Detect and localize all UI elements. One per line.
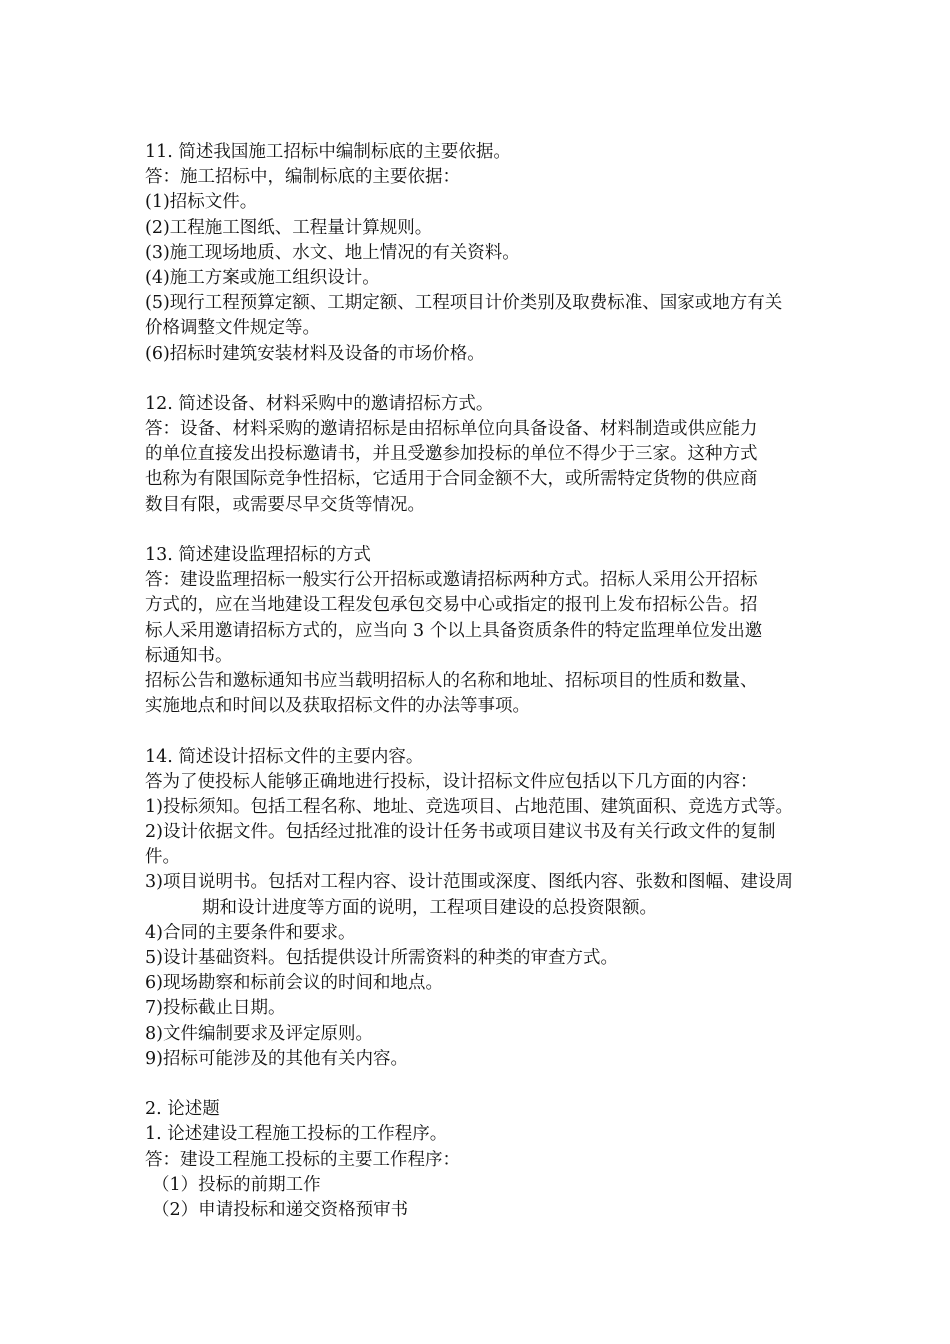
question-11-title: 11. 简述我国施工招标中编制标底的主要依据。 bbox=[145, 142, 511, 162]
paragraph-spacer bbox=[145, 719, 855, 744]
list-item: 9)招标可能涉及的其他有关内容。 bbox=[145, 1048, 408, 1069]
list-item: 3)项目说明书。包括对工程内容、设计范围或深度、图纸内容、张数和图幅、建设周 bbox=[145, 872, 793, 893]
essay-answer-intro: 答：建设工程施工投标的主要工作程序： bbox=[145, 1149, 460, 1170]
list-item: (6)招标时建筑安装材料及设备的市场价格。 bbox=[145, 343, 485, 364]
document-body bbox=[145, 140, 855, 1223]
list-item: 6)现场勘察和标前会议的时间和地点。 bbox=[145, 973, 443, 994]
answer-line: 实施地点和时间以及获取招标文件的办法等事项。 bbox=[145, 696, 530, 717]
list-item-continuation: 件。 bbox=[145, 847, 180, 868]
list-item-hanging-continuation: 期和设计进度等方面的说明，工程项目建设的总投资限额。 bbox=[202, 897, 657, 918]
question-13-title: 13. 简述建设监理招标的方式 bbox=[145, 545, 371, 565]
answer-line: 的单位直接发出投标邀请书，并且受邀参加投标的单位不得少于三家。这种方式 bbox=[145, 444, 758, 465]
answer-line: 标通知书。 bbox=[145, 645, 233, 666]
paragraph-spacer bbox=[145, 1072, 855, 1097]
list-item-continuation: 价格调整文件规定等。 bbox=[145, 318, 320, 339]
section-title: 2. 论述题 bbox=[145, 1099, 220, 1120]
paragraph-spacer bbox=[145, 367, 855, 392]
list-item: （2）申请投标和递交资格预审书 bbox=[152, 1199, 409, 1220]
list-item: (2)工程施工图纸、工程量计算规则。 bbox=[145, 217, 433, 238]
list-item: 2)设计依据文件。包括经过批准的设计任务书或项目建议书及有关行政文件的复制 bbox=[145, 822, 776, 843]
list-item: （1）投标的前期工作 bbox=[152, 1174, 321, 1195]
list-item: 5)设计基础资料。包括提供设计所需资料的种类的审查方式。 bbox=[145, 948, 618, 968]
list-item: (3)施工现场地质、水文、地上情况的有关资料。 bbox=[145, 242, 520, 263]
list-item: 8)文件编制要求及评定原则。 bbox=[145, 1023, 373, 1044]
answer-line: 招标公告和邀标通知书应当载明招标人的名称和地址、招标项目的性质和数量、 bbox=[145, 670, 758, 691]
question-14-title: 14. 简述设计招标文件的主要内容。 bbox=[145, 746, 424, 767]
list-item: (1)招标文件。 bbox=[145, 192, 258, 213]
answer-line: 也称为有限国际竞争性招标，它适用于合同金额不大，或所需特定货物的供应商 bbox=[145, 469, 758, 490]
question-11-answer-intro: 答：施工招标中，编制标底的主要依据： bbox=[145, 167, 460, 188]
list-item: 1)投标须知。包括工程名称、地址、竞选项目、占地范围、建筑面积、竞选方式等。 bbox=[145, 796, 793, 817]
answer-line: 答：建设监理招标一般实行公开招标或邀请招标两种方式。招标人采用公开招标 bbox=[145, 570, 758, 591]
essay-question-1-title: 1. 论述建设工程施工投标的工作程序。 bbox=[145, 1124, 448, 1145]
list-item: (4)施工方案或施工组织设计。 bbox=[145, 267, 380, 288]
answer-line: 方式的，应在当地建设工程发包承包交易中心或指定的报刊上发布招标公告。招 bbox=[145, 595, 758, 616]
paragraph-spacer bbox=[145, 518, 855, 543]
answer-line: 答：设备、材料采购的邀请招标是由招标单位向具备设备、材料制造或供应能力 bbox=[145, 419, 758, 440]
question-12-title: 12. 简述设备、材料采购中的邀请招标方式。 bbox=[145, 393, 494, 414]
list-item: 4)合同的主要条件和要求。 bbox=[145, 922, 356, 943]
question-14-answer-intro: 答为了使投标人能够正确地进行投标，设计招标文件应包括以下几方面的内容： bbox=[145, 771, 758, 792]
list-item: (5)现行工程预算定额、工期定额、工程项目计价类别及取费标准、国家或地方有关 bbox=[145, 293, 783, 314]
answer-line: 数目有限，或需要尽早交货等情况。 bbox=[145, 494, 425, 515]
answer-line: 标人采用邀请招标方式的，应当向 3 个以上具备资质条件的特定监理单位发出邀 bbox=[145, 620, 763, 641]
list-item: 7)投标截止日期。 bbox=[145, 998, 286, 1019]
